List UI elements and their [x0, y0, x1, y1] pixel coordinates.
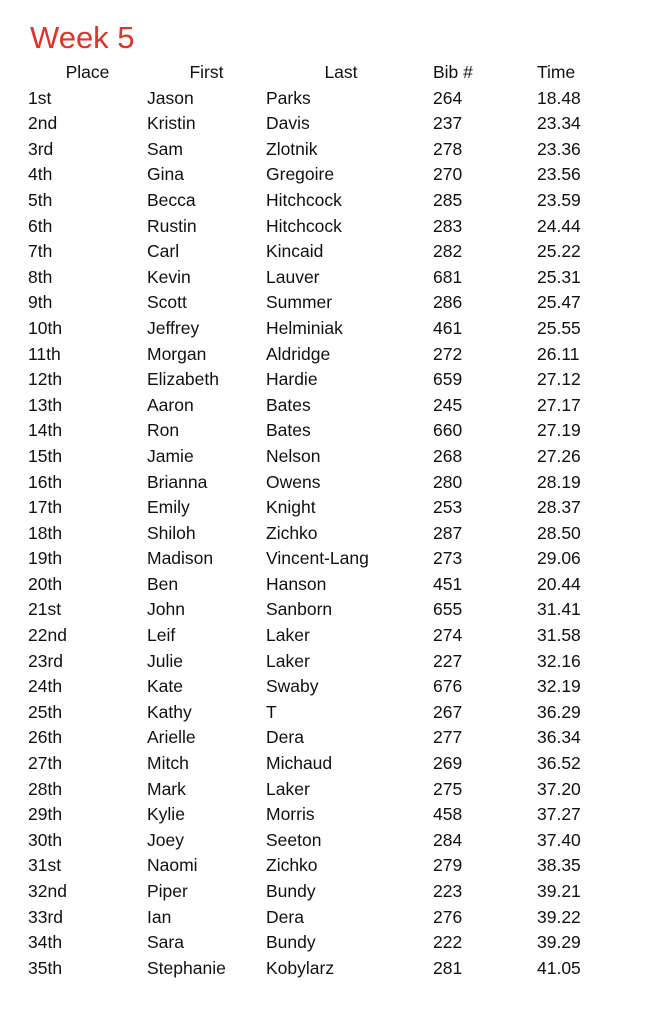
bib-cell: 270	[433, 164, 463, 185]
place-cell: 28th	[28, 778, 63, 799]
place-cell: 4th	[28, 164, 53, 185]
table-row	[0, 265, 651, 291]
bib-cell: 245	[433, 394, 463, 415]
table-row	[0, 802, 651, 828]
place-cell: 33rd	[28, 906, 64, 927]
place-cell: 23rd	[28, 650, 64, 671]
header-place: Place	[65, 62, 110, 82]
time-cell: 20.44	[537, 573, 581, 594]
first-name-cell: Scott	[147, 292, 187, 313]
last-name-cell: Vincent-Lang	[266, 548, 369, 569]
time-cell: 25.31	[537, 266, 581, 287]
bib-cell: 274	[433, 625, 463, 646]
table-row	[0, 86, 651, 112]
table-row	[0, 290, 651, 316]
first-name-cell: Brianna	[147, 471, 208, 492]
table-row	[0, 342, 651, 368]
time-cell: 26.11	[537, 343, 580, 364]
first-name-cell: John	[147, 599, 185, 620]
bib-cell: 287	[433, 522, 463, 543]
time-cell: 29.06	[537, 548, 581, 569]
table-row	[0, 521, 651, 547]
time-cell: 37.20	[537, 778, 581, 799]
last-name-cell: Bundy	[266, 932, 316, 953]
table-row	[0, 700, 651, 726]
first-name-cell: Kristin	[147, 113, 196, 134]
table-row	[0, 853, 651, 879]
header-bib: Bib #	[433, 62, 473, 82]
first-name-cell: Kylie	[147, 804, 185, 825]
bib-cell: 223	[433, 881, 463, 901]
table-row	[0, 316, 651, 342]
last-name-cell: Zlotnik	[266, 138, 318, 159]
last-name-cell: Dera	[266, 727, 304, 748]
bib-cell: 285	[433, 189, 463, 210]
place-cell: 26th	[28, 727, 63, 748]
table-row	[0, 597, 651, 623]
table-row	[0, 777, 651, 803]
table-row	[0, 470, 651, 496]
place-cell: 35th	[28, 957, 63, 978]
first-name-cell: Mark	[147, 778, 186, 799]
first-name-cell: Madison	[147, 548, 214, 569]
first-name-cell: Jamie	[147, 445, 194, 466]
place-cell: 13th	[28, 394, 63, 415]
last-name-cell: Helminiak	[266, 317, 343, 338]
time-cell: 18.48	[537, 87, 581, 108]
header-row	[0, 60, 651, 86]
last-name-cell: Knight	[266, 497, 316, 518]
first-name-cell: Julie	[147, 650, 183, 671]
first-name-cell: Joey	[147, 829, 184, 850]
first-name-cell: Leif	[147, 625, 176, 646]
table-row	[0, 239, 651, 265]
table-header	[0, 60, 651, 86]
place-cell: 3rd	[28, 138, 54, 159]
last-name-cell: Owens	[266, 471, 321, 492]
last-name-cell: Davis	[266, 113, 310, 134]
header-first: First	[189, 62, 224, 82]
first-name-cell: Aaron	[147, 394, 194, 415]
table-row	[0, 751, 651, 777]
last-name-cell: Michaud	[266, 753, 333, 774]
first-name-cell: Ian	[147, 906, 172, 927]
last-name-cell: Bates	[266, 394, 311, 415]
time-cell: 37.27	[537, 804, 581, 825]
time-cell: 23.59	[537, 189, 581, 210]
time-cell: 38.35	[537, 855, 581, 876]
table-row	[0, 572, 651, 598]
time-cell: 23.56	[537, 164, 581, 185]
bib-cell: 275	[433, 778, 463, 799]
bib-cell: 451	[433, 573, 463, 594]
bib-cell: 276	[433, 906, 463, 927]
place-cell: 10th	[28, 317, 63, 338]
last-name-cell: Laker	[266, 650, 310, 671]
time-cell: 39.21	[537, 881, 581, 901]
results-table	[0, 60, 651, 981]
time-cell: 23.36	[537, 138, 581, 159]
table-row	[0, 495, 651, 521]
table-row	[0, 828, 651, 854]
bib-cell: 278	[433, 138, 463, 159]
header-time: Time	[537, 62, 576, 82]
first-name-cell: Sara	[147, 932, 184, 953]
table-row	[0, 674, 651, 700]
table-row	[0, 930, 651, 956]
bib-cell: 267	[433, 701, 463, 722]
last-name-cell: Lauver	[266, 266, 320, 287]
bib-cell: 222	[433, 932, 463, 953]
place-cell: 30th	[28, 829, 63, 850]
last-name-cell: Morris	[266, 804, 315, 825]
last-name-cell: Seeton	[266, 829, 322, 850]
time-cell: 37.40	[537, 829, 581, 850]
table-row	[0, 393, 651, 419]
time-cell: 28.37	[537, 497, 581, 518]
place-cell: 29th	[28, 804, 63, 825]
first-name-cell: Sam	[147, 138, 183, 159]
last-name-cell: Kobylarz	[266, 957, 335, 978]
table-row	[0, 905, 651, 931]
first-name-cell: Arielle	[147, 727, 196, 748]
bib-cell: 268	[433, 445, 463, 466]
bib-cell: 277	[433, 727, 463, 748]
place-cell: 8th	[28, 266, 53, 287]
place-cell: 16th	[28, 471, 63, 492]
time-cell: 24.44	[537, 215, 581, 236]
bib-cell: 283	[433, 215, 463, 236]
bib-cell: 281	[433, 957, 463, 978]
bib-cell: 282	[433, 241, 463, 262]
time-cell: 28.50	[537, 522, 581, 543]
table-body	[0, 86, 651, 982]
last-name-cell: Nelson	[266, 445, 321, 466]
place-cell: 25th	[28, 701, 63, 722]
place-cell: 14th	[28, 420, 63, 441]
bib-cell: 461	[433, 317, 463, 338]
first-name-cell: Jason	[147, 87, 194, 108]
first-name-cell: Ron	[147, 420, 180, 441]
place-cell: 19th	[28, 548, 63, 569]
first-name-cell: Kevin	[147, 266, 191, 287]
first-name-cell: Becca	[147, 189, 196, 210]
first-name-cell: Rustin	[147, 215, 197, 236]
place-cell: 21st	[28, 599, 62, 620]
time-cell: 25.22	[537, 241, 581, 262]
table-row	[0, 162, 651, 188]
last-name-cell: Swaby	[266, 676, 319, 697]
place-cell: 1st	[28, 87, 52, 108]
last-name-cell: Zichko	[266, 522, 318, 543]
last-name-cell: Sanborn	[266, 599, 333, 620]
time-cell: 28.19	[537, 471, 581, 492]
last-name-cell: Dera	[266, 906, 304, 927]
bib-cell: 681	[433, 266, 463, 287]
first-name-cell: Emily	[147, 497, 190, 518]
last-name-cell: Parks	[266, 87, 311, 108]
page-title: Week 5	[30, 20, 135, 55]
table-row	[0, 879, 651, 905]
place-cell: 27th	[28, 753, 63, 774]
last-name-cell: Zichko	[266, 855, 318, 876]
time-cell: 25.55	[537, 317, 581, 338]
table-row	[0, 623, 651, 649]
time-cell: 31.58	[537, 625, 581, 646]
table-row	[0, 137, 651, 163]
time-cell: 36.29	[537, 701, 581, 722]
header-last: Last	[324, 62, 358, 82]
table-row	[0, 546, 651, 572]
place-cell: 31st	[28, 855, 62, 876]
bib-cell: 660	[433, 420, 463, 441]
place-cell: 15th	[28, 445, 63, 466]
first-name-cell: Mitch	[147, 753, 189, 774]
place-cell: 17th	[28, 497, 63, 518]
table-row	[0, 418, 651, 444]
first-name-cell: Morgan	[147, 343, 207, 364]
last-name-cell: Kincaid	[266, 241, 324, 262]
time-cell: 36.52	[537, 753, 581, 774]
time-cell: 39.22	[537, 906, 581, 927]
bib-cell: 227	[433, 650, 463, 671]
bib-cell: 269	[433, 753, 463, 774]
place-cell: 5th	[28, 189, 53, 210]
last-name-cell: Summer	[266, 292, 333, 313]
last-name-cell: Hardie	[266, 369, 318, 390]
first-name-cell: Piper	[147, 881, 188, 901]
bib-cell: 237	[433, 113, 463, 134]
place-cell: 11th	[28, 343, 61, 364]
first-name-cell: Kate	[147, 676, 183, 697]
bib-cell: 676	[433, 676, 463, 697]
table-row	[0, 725, 651, 751]
time-cell: 27.17	[537, 394, 581, 415]
last-name-cell: Bates	[266, 420, 311, 441]
bib-cell: 264	[433, 87, 463, 108]
place-cell: 20th	[28, 573, 63, 594]
time-cell: 27.26	[537, 445, 581, 466]
place-cell: 34th	[28, 932, 63, 953]
bib-cell: 286	[433, 292, 463, 313]
time-cell: 32.16	[537, 650, 581, 671]
table-row	[0, 444, 651, 470]
bib-cell: 659	[433, 369, 463, 390]
bib-cell: 284	[433, 829, 463, 850]
place-cell: 24th	[28, 676, 63, 697]
place-cell: 18th	[28, 522, 63, 543]
first-name-cell: Kathy	[147, 701, 192, 722]
bib-cell: 253	[433, 497, 463, 518]
time-cell: 25.47	[537, 292, 581, 313]
first-name-cell: Shiloh	[147, 522, 196, 543]
table-row	[0, 111, 651, 137]
last-name-cell: T	[266, 701, 277, 722]
last-name-cell: Bundy	[266, 881, 316, 901]
first-name-cell: Gina	[147, 164, 184, 185]
table-row	[0, 649, 651, 675]
first-name-cell: Jeffrey	[147, 317, 200, 338]
table-row	[0, 214, 651, 240]
time-cell: 41.05	[537, 957, 581, 978]
place-cell: 12th	[28, 369, 63, 390]
table-row	[0, 367, 651, 393]
last-name-cell: Hanson	[266, 573, 327, 594]
time-cell: 39.29	[537, 932, 581, 953]
last-name-cell: Aldridge	[266, 343, 331, 364]
table-row	[0, 188, 651, 214]
bib-cell: 273	[433, 548, 463, 569]
first-name-cell: Stephanie	[147, 957, 226, 978]
time-cell: 27.19	[537, 420, 581, 441]
time-cell: 36.34	[537, 727, 581, 748]
place-cell: 2nd	[28, 113, 58, 134]
time-cell: 32.19	[537, 676, 581, 697]
last-name-cell: Gregoire	[266, 164, 335, 185]
table-row	[0, 956, 651, 982]
place-cell: 7th	[28, 241, 53, 262]
last-name-cell: Laker	[266, 625, 310, 646]
place-cell: 6th	[28, 215, 53, 236]
place-cell: 9th	[28, 292, 53, 313]
place-cell: 32nd	[28, 881, 67, 901]
first-name-cell: Elizabeth	[147, 369, 219, 390]
last-name-cell: Hitchcock	[266, 189, 342, 210]
first-name-cell: Carl	[147, 241, 180, 262]
first-name-cell: Ben	[147, 573, 179, 594]
bib-cell: 279	[433, 855, 463, 876]
first-name-cell: Naomi	[147, 855, 198, 876]
bib-cell: 655	[433, 599, 463, 620]
time-cell: 27.12	[537, 369, 581, 390]
time-cell: 23.34	[537, 113, 581, 134]
time-cell: 31.41	[537, 599, 581, 620]
bib-cell: 280	[433, 471, 463, 492]
last-name-cell: Hitchcock	[266, 215, 342, 236]
last-name-cell: Laker	[266, 778, 310, 799]
place-cell: 22nd	[28, 625, 67, 646]
bib-cell: 272	[433, 343, 463, 364]
bib-cell: 458	[433, 804, 463, 825]
